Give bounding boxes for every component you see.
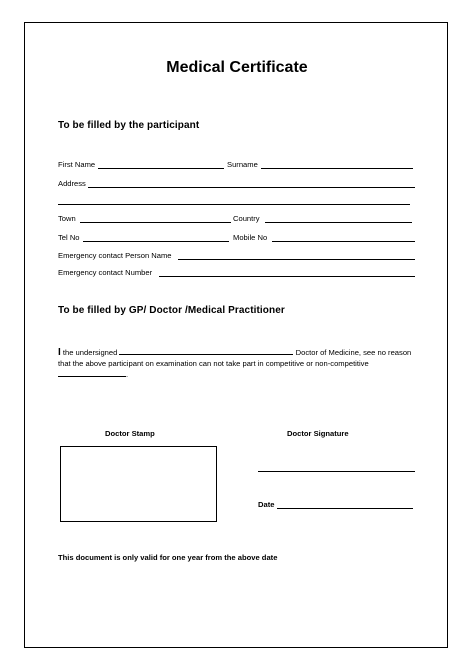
address-label: Address	[58, 179, 86, 188]
address-field-line-2[interactable]	[58, 204, 410, 205]
document-title: Medical Certificate	[166, 59, 308, 76]
town-field[interactable]	[80, 222, 231, 223]
doctor-signature-label: Doctor Signature	[287, 429, 349, 438]
statement-end: .	[126, 370, 129, 379]
town-label: Town	[58, 214, 76, 223]
doctor-statement	[58, 347, 418, 380]
first-name-label: First Name	[58, 160, 96, 169]
address-field[interactable]	[88, 187, 415, 188]
country-field[interactable]	[265, 222, 412, 223]
emergency-person-label: Emergency contact Person Name	[58, 251, 172, 260]
surname-label: Surname	[227, 160, 258, 169]
statement-part1: the undersigned	[60, 348, 118, 357]
emergency-person-field[interactable]	[178, 259, 415, 260]
date-label: Date	[258, 500, 275, 509]
doctor-stamp-box[interactable]	[60, 446, 217, 522]
doctor-stamp-label: Doctor Stamp	[105, 429, 155, 438]
mobile-field[interactable]	[272, 241, 415, 242]
footer-note: This document is only valid for one year from the above date	[58, 553, 278, 562]
participant-section-heading: To be filled by the participant	[58, 120, 200, 131]
country-label: Country	[233, 214, 260, 223]
doctor-name-field[interactable]	[119, 347, 293, 355]
tel-label: Tel No	[58, 233, 80, 242]
statement-first-letter: I	[58, 347, 61, 358]
competitive-field[interactable]	[58, 369, 129, 379]
surname-field[interactable]	[261, 168, 413, 169]
emergency-number-label: Emergency contact Number	[58, 268, 153, 277]
date-field[interactable]	[277, 508, 413, 509]
tel-field[interactable]	[83, 241, 229, 242]
doctor-section-heading: To be filled by GP/ Doctor /Medical Practitioner	[58, 305, 285, 316]
doctor-signature-field[interactable]	[258, 471, 415, 472]
statement-part2: Doctor of Medicine, see no reason that the above participant on examination can not take part in competitive or non-competitive	[58, 348, 412, 368]
mobile-label: Mobile No	[233, 233, 268, 242]
emergency-number-field[interactable]	[159, 276, 415, 277]
first-name-field[interactable]	[98, 168, 224, 169]
